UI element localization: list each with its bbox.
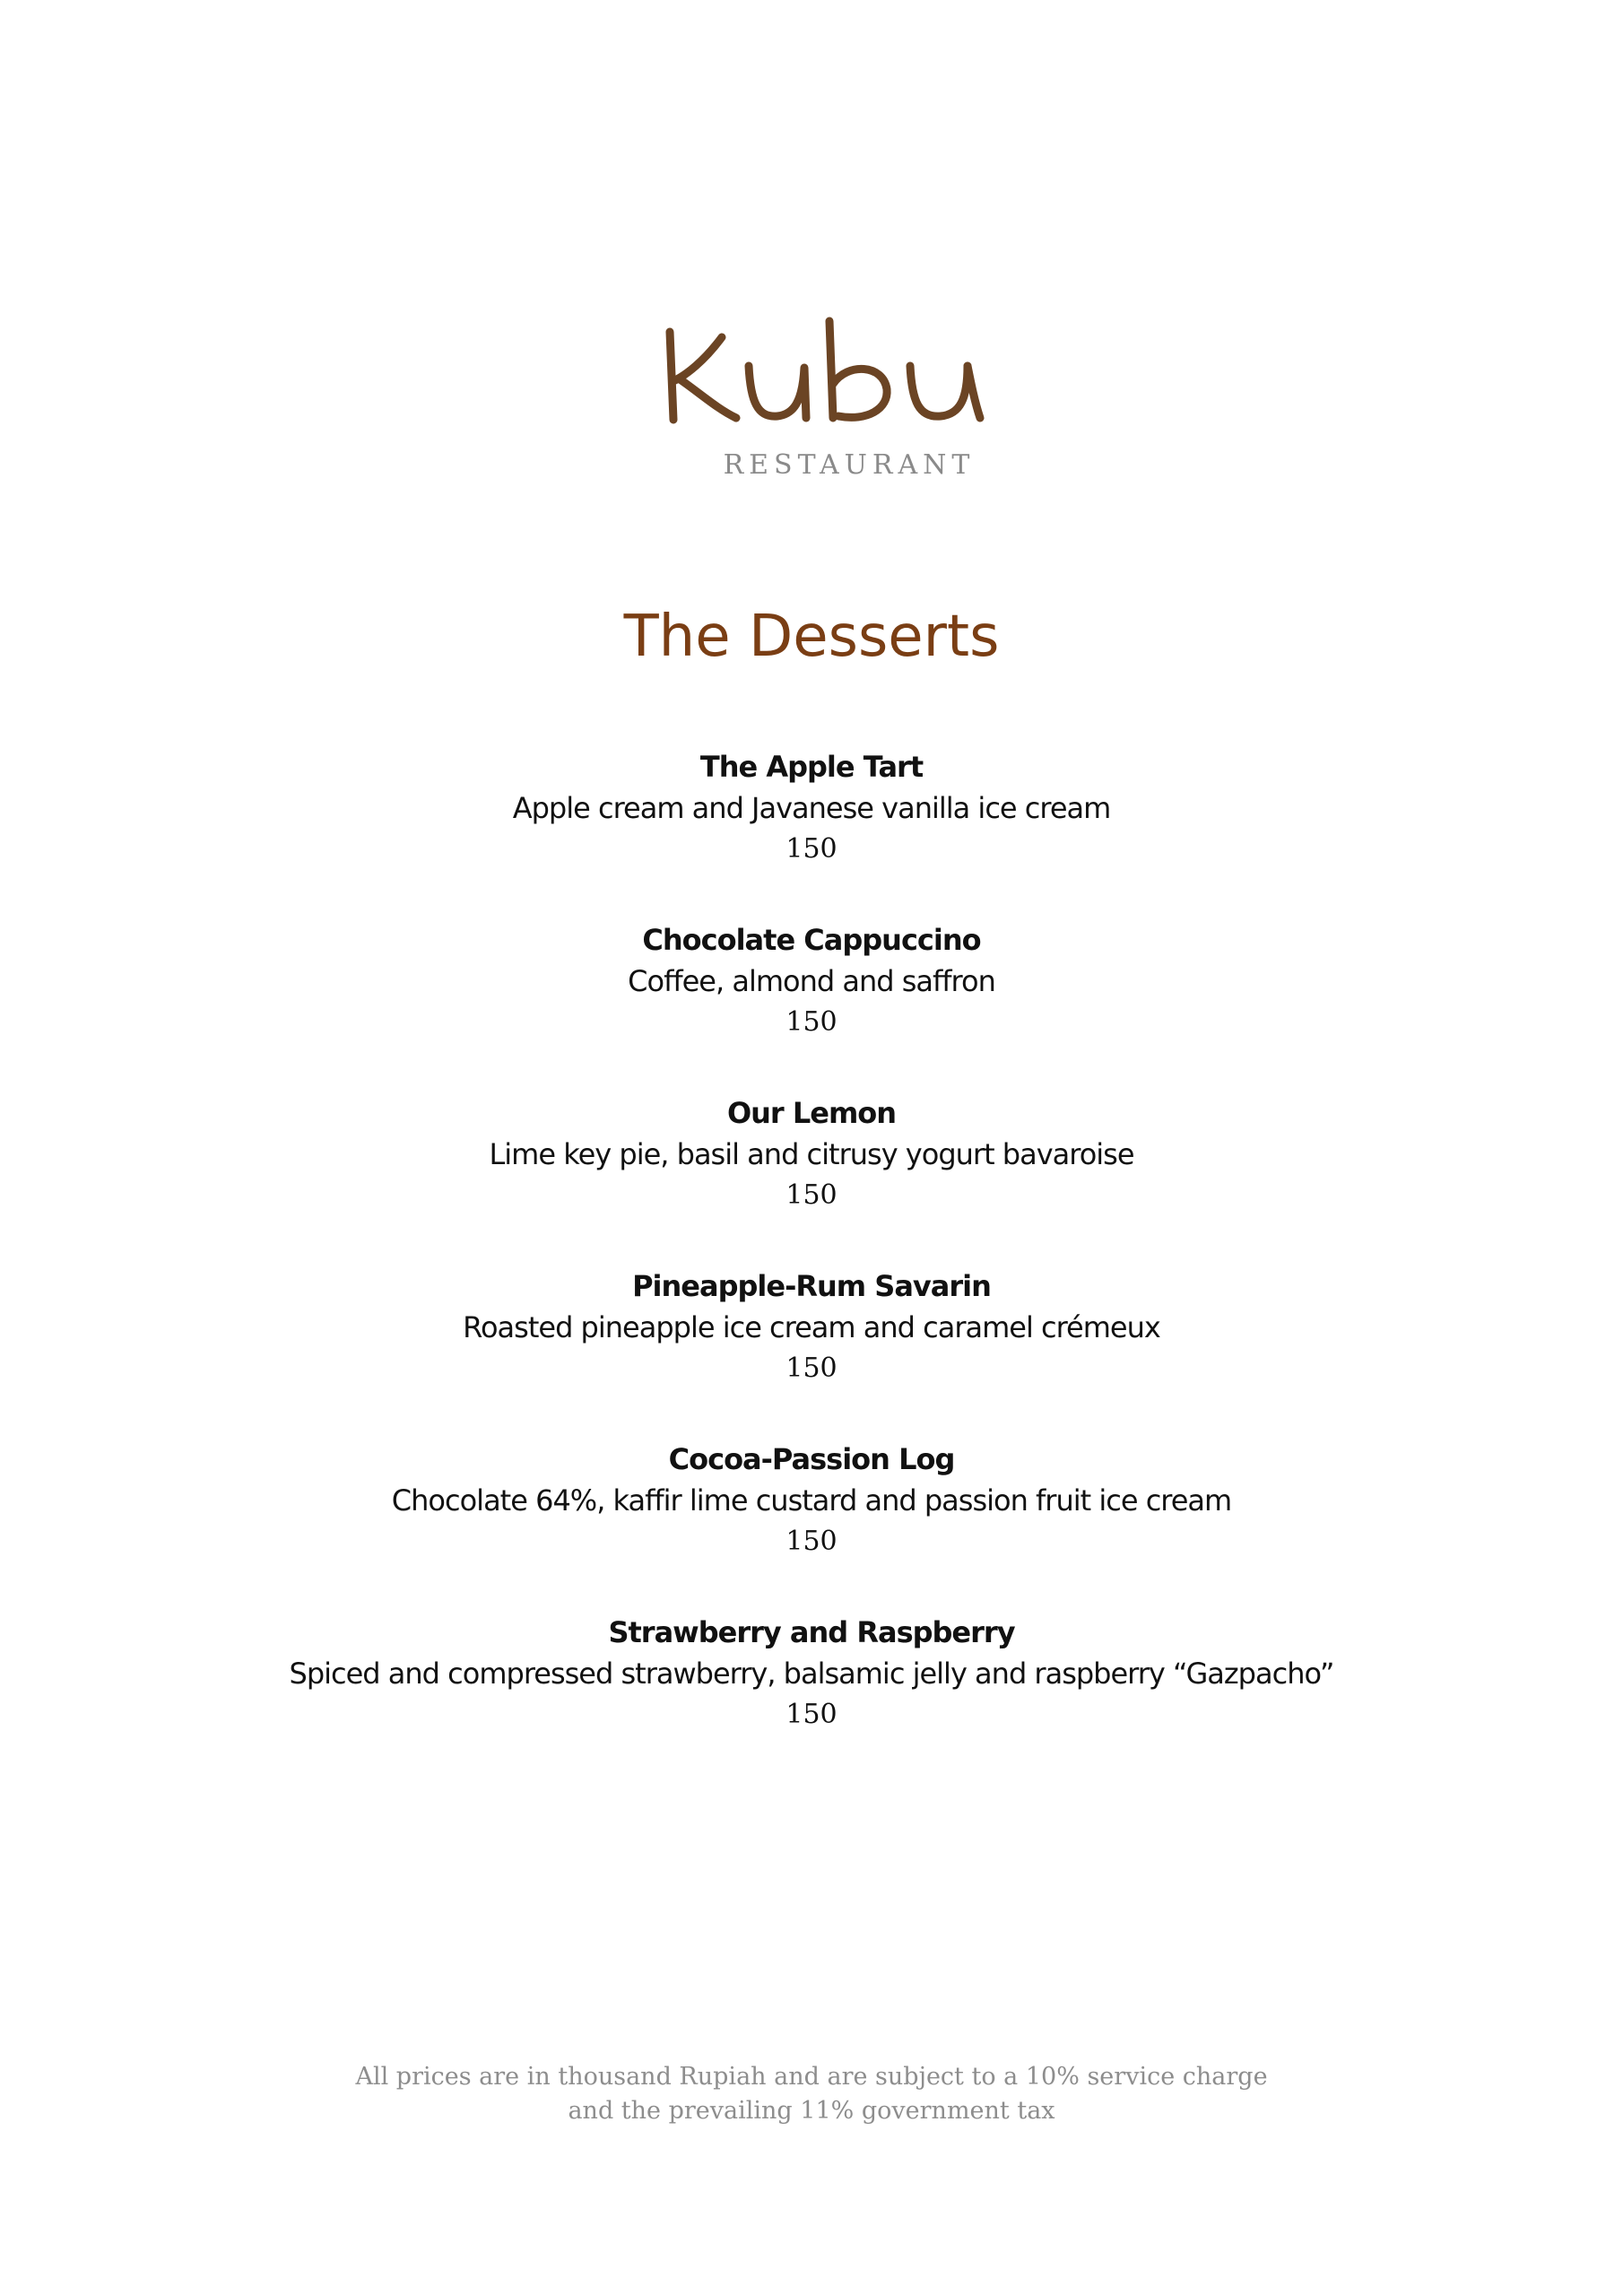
section-title: The Desserts: [623, 604, 1000, 670]
price-disclaimer: [0, 2060, 1623, 2128]
item-price: 150: [785, 1006, 838, 1038]
kubu-logo-graphic: [659, 312, 1018, 483]
logo-subtitle: RESTAURANT: [723, 449, 976, 481]
menu-item: [0, 1439, 1623, 1612]
item-description: Lime key pie, basil and citrusy yogurt bavaroise: [489, 1137, 1134, 1171]
item-price: 150: [785, 1179, 838, 1211]
item-name: The Apple Tart: [699, 750, 924, 784]
menu-item: [0, 746, 1623, 919]
item-name: Pineapple-Rum Savarin: [632, 1269, 991, 1303]
dessert-menu-list: [0, 746, 1623, 1785]
item-name: Chocolate Cappuccino: [642, 923, 981, 957]
item-name: Our Lemon: [726, 1096, 897, 1130]
item-description: Apple cream and Javanese vanilla ice cream: [512, 791, 1111, 825]
menu-item: [0, 1612, 1623, 1785]
menu-item: [0, 1265, 1623, 1439]
item-description: Chocolate 64%, kaffir lime custard and passion fruit ice cream: [391, 1483, 1232, 1518]
item-description: Roasted pineapple ice cream and caramel crémeux: [463, 1310, 1160, 1344]
disclaimer-line-2: and the prevailing 11% government tax: [568, 2097, 1055, 2125]
item-description: Spiced and compressed strawberry, balsamic jelly and raspberry “Gazpacho”: [289, 1657, 1334, 1691]
item-price: 150: [785, 1526, 838, 1557]
item-name: Cocoa-Passion Log: [668, 1442, 955, 1476]
item-description: Coffee, almond and saffron: [628, 964, 995, 998]
menu-item: [0, 1092, 1623, 1265]
menu-item: [0, 919, 1623, 1092]
item-price: 150: [785, 833, 838, 865]
item-name: Strawberry and Raspberry: [608, 1615, 1015, 1649]
restaurant-logo: [659, 312, 1018, 483]
item-price: 150: [785, 1352, 838, 1384]
disclaimer-line-1: All prices are in thousand Rupiah and are subject to a 10% service charge: [355, 2063, 1268, 2091]
item-price: 150: [785, 1699, 838, 1730]
